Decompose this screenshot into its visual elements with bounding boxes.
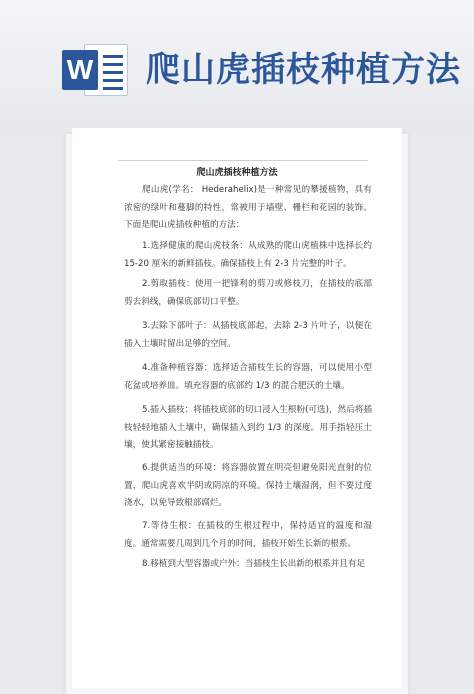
step-paragraph-2: 2.剪取插枝：使用一把锋利的剪刀或修枝刀，在插枝的底部剪去斜线，确保底部切口平整。 <box>124 279 372 307</box>
step-paragraph-5: 5.插入插枝：将插枝底部的切口浸入生根粉(可选)，然后将插枝轻轻地插入土壤中，确保插入到约 1/3 的深度。用手指轻压土壤，使其紧密接触插枝。 <box>124 405 372 450</box>
document-title: 爬山虎插枝种植方法 <box>196 168 278 178</box>
step-paragraph-3: 3.去除下部叶子：从插枝底部起，去除 2-3 片叶子，以便在插入土壤时留出足够的空间。 <box>124 321 372 349</box>
header-banner <box>0 0 474 130</box>
step-paragraph-7: 7.等待生根：在插枝的生根过程中，保持适宜的温度和湿度。通常需要几周到几个月的时间，插枝开始生长新的根系。 <box>124 521 372 549</box>
step-paragraph-4: 4.准备种植容器：选择适合插枝生长的容器，可以使用小型花盆或培养皿。填充容器的底部约 1/3 的混合肥沃的土壤。 <box>124 363 372 391</box>
word-app-icon <box>62 44 128 96</box>
step-paragraph-1: 1.选择健康的爬山虎枝条：从成熟的爬山虎植株中选择长约15-20 厘米的新鲜插枝。确保插枝上有 2-3 片完整的叶子。 <box>124 241 372 269</box>
step-paragraph-6: 6.提供适当的环境：将容器放置在明亮但避免阳光直射的位置，爬山虎喜欢半阴或阴凉的环境。保持土壤湿润，但不要过度浇水，以免导致根部腐烂。 <box>124 463 372 508</box>
banner-title: 爬山虎插枝种植方法 <box>146 50 461 90</box>
header-rule <box>118 160 368 161</box>
step-paragraph-8: 8.移植到大型容器或户外：当插枝生长出新的根系并且有足 <box>142 559 366 569</box>
word-letter-badge: W <box>62 50 98 90</box>
intro-paragraph: 爬山虎(学名： Hederahelix)是一种常见的攀援植物，具有浓密的绿叶和蔓脚的特性，常被用于墙壁、栅栏和花园的装饰。下面是爬山虎插枝种植的方法： <box>124 185 372 230</box>
